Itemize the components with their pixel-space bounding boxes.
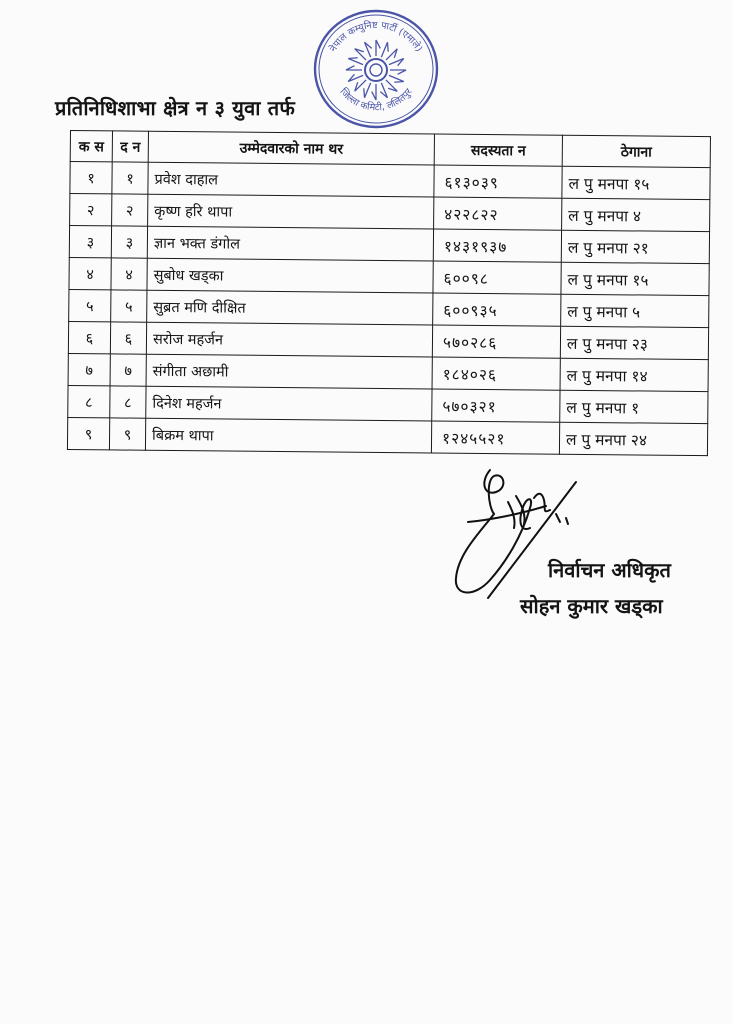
cell-candidate-name: कृष्ण हरि थापा [148, 194, 434, 229]
cell-candidate-name: बिक्रम थापा [145, 418, 431, 453]
cell-party-no: २ [112, 194, 148, 226]
cell-membership: ४२२८२२ [434, 197, 562, 230]
cell-party-no: ८ [110, 386, 146, 418]
cell-serial: ९ [67, 417, 109, 449]
cell-candidate-name: सुब्रत मणि दीक्षित [147, 290, 433, 325]
cell-party-no: ४ [111, 258, 147, 290]
cell-address: ल पु मनपा १५ [562, 166, 710, 199]
candidate-table-wrapper [67, 130, 711, 456]
seal-top-text: नेपाल कम्युनिष्ट पार्टी (एमाले) [327, 19, 425, 54]
table-row [67, 417, 707, 455]
cell-membership: १८४०२६ [432, 357, 560, 390]
header-serial: क स [70, 131, 112, 162]
cell-serial: ५ [69, 289, 111, 321]
seal-sun-ray [376, 40, 380, 56]
cell-candidate-name: संगीता अछामी [146, 354, 432, 389]
seal-sun-ray [390, 70, 406, 74]
cell-address: ल पु मनपा १ [560, 390, 708, 423]
cell-membership: ६००९८ [433, 261, 561, 294]
seal-sun-ray [389, 75, 404, 82]
cell-candidate-name: सुबोध खड्का [147, 258, 433, 293]
header-candidate-name: उम्मेदवारको नाम थर [148, 131, 434, 165]
cell-serial: २ [70, 194, 112, 226]
cell-membership: ६००९३५ [433, 293, 561, 326]
seal-sun-ray [380, 83, 387, 98]
cell-party-no: ६ [110, 322, 146, 354]
cell-serial: ३ [69, 226, 111, 258]
officer-name: सोहन कुमार खड्का [520, 594, 663, 618]
cell-serial: १ [70, 162, 112, 194]
officer-title: निर्वाचन अधिकृत [548, 558, 671, 582]
seal-sun-ray [346, 66, 362, 70]
header-membership: सदस्यता न [434, 134, 562, 166]
cell-candidate-name: ज्ञान भक्त डंगोल [147, 226, 433, 261]
page-heading: प्रतिनिधिशाभा क्षेत्र न ३ युवा तर्फ [55, 96, 295, 120]
cell-serial: ८ [68, 385, 110, 417]
seal-sun-ray [372, 84, 376, 100]
cell-party-no: ५ [111, 290, 147, 322]
cell-candidate-name: दिनेश महर्जन [146, 386, 432, 421]
cell-membership: १४३१९३७ [433, 229, 561, 262]
cell-candidate-name: सरोज महर्जन [146, 322, 432, 357]
cell-address: ल पु मनपा १४ [560, 358, 708, 391]
cell-party-no: ३ [111, 226, 147, 258]
cell-candidate-name: प्रवेश दाहाल [148, 162, 434, 197]
cell-membership: १२४५५२१ [431, 421, 559, 454]
seal-sun-ray [348, 58, 363, 65]
cell-address: ल पु मनपा १५ [561, 262, 709, 295]
cell-address: ल पु मनपा २१ [561, 230, 709, 263]
seal-sun-ray [381, 42, 388, 57]
cell-address: ल पु मनपा ५ [561, 294, 709, 327]
seal-sun-ray [364, 83, 371, 98]
seal-sun-ray [365, 42, 372, 57]
cell-membership: ६१३०३९ [434, 165, 562, 198]
header-address: ठेगाना [562, 135, 710, 167]
candidate-table [67, 130, 711, 456]
seal-bottom-text: जिल्ला कमिटी, ललितपुर [337, 86, 415, 114]
cell-address: ल पु मनपा ४ [562, 198, 710, 231]
seal-sun-ray [389, 59, 404, 66]
cell-serial: ४ [69, 257, 111, 289]
party-seal-stamp [312, 8, 440, 130]
seal-sun-ray [348, 74, 363, 81]
header-party-no: द न [112, 131, 148, 162]
cell-party-no: ९ [109, 418, 145, 450]
cell-membership: ५७०२८६ [432, 325, 560, 358]
cell-party-no: १ [112, 162, 148, 194]
cell-address: ल पु मनपा २३ [560, 326, 708, 359]
cell-party-no: ७ [110, 354, 146, 386]
cell-serial: ७ [68, 353, 110, 385]
seal-graphic [312, 8, 440, 130]
cell-serial: ६ [68, 321, 110, 353]
cell-address: ल पु मनपा २४ [559, 422, 707, 455]
cell-membership: ५७०३२१ [432, 389, 560, 422]
